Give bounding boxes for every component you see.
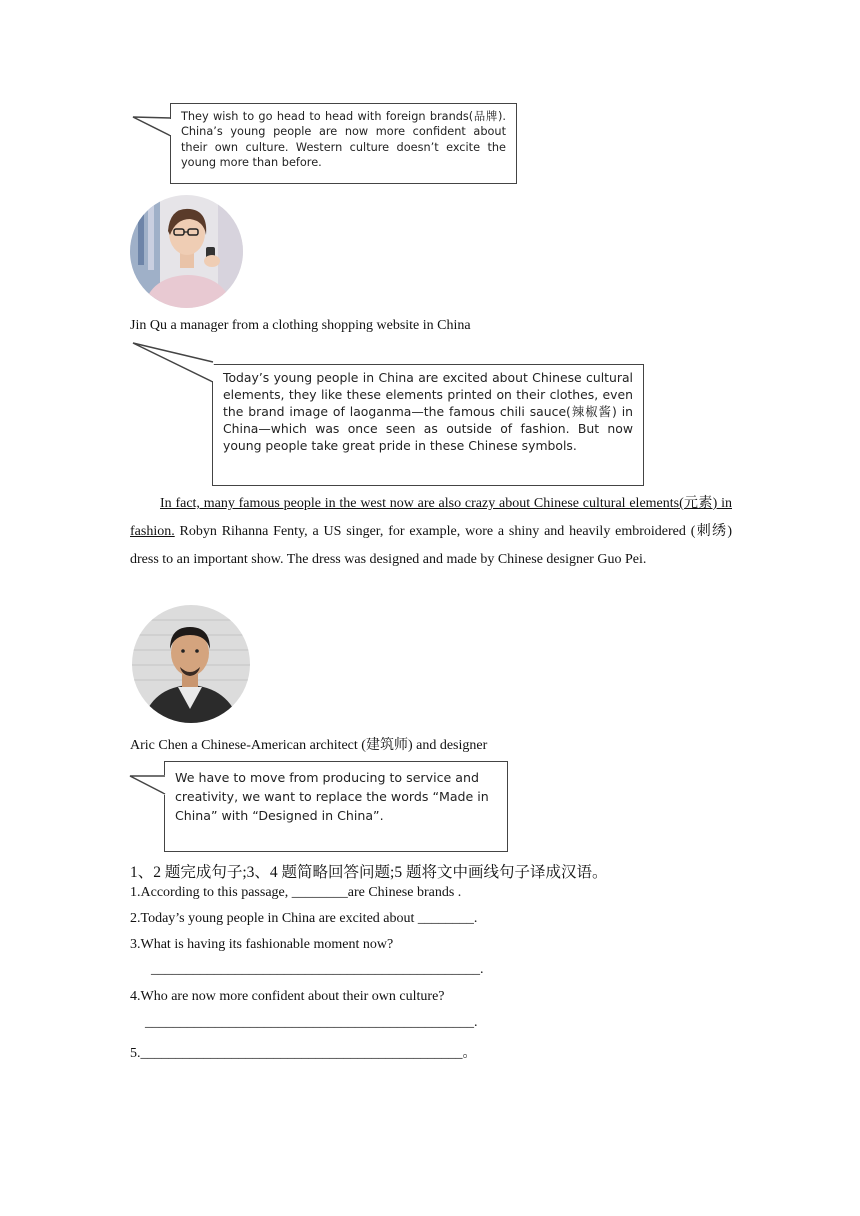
underlined-sentence: In fact, many famous people in the west now are also crazy about Chinese cultural elements(元素) in fashion.	[130, 496, 732, 539]
question-2: 2.Today’s young people in China are excited about ________.	[130, 911, 478, 926]
bubble-3-text: We have to move from producing to service and creativity, we want to replace the words “Made in China” with “Designed in China”.	[175, 770, 489, 823]
body-paragraph	[130, 490, 732, 574]
bubble-2-text: Today’s young people in China are excited about Chinese cultural elements, they like these elements printed on their clothes, even the brand image of laoganma—the famous chili sauce(辣椒酱) in China—which was once seen as outside of fashion. But now young people take great pride in these Chinese symbols.	[223, 370, 633, 453]
questions-instruction: 1、2 题完成句子;3、4 题简略回答问题;5 题将文中画线句子译成汉语。	[130, 864, 608, 881]
woman-with-phone-icon	[130, 195, 243, 308]
speech-bubble-3	[164, 761, 508, 852]
speech-bubble-2	[212, 364, 644, 486]
question-4: 4.Who are now more confident about their own culture?	[130, 989, 445, 1004]
man-portrait-icon	[132, 605, 250, 723]
question-1: 1.According to this passage, ________are Chinese brands .	[130, 885, 462, 900]
question-5: 5.______________________________________________。	[130, 1046, 477, 1061]
speech-bubble-1	[170, 103, 517, 184]
person-2-photo	[132, 605, 250, 723]
paragraph-rest: Robyn Rihanna Fenty, a US singer, for example, wore a shiny and heavily embroidered (刺绣) dress to an important show. The dress was designed and made by Chinese designer Guo Pei.	[130, 524, 732, 567]
answer-line-3: _______________________________________________.	[151, 962, 484, 977]
bubble-1-text: They wish to go head to head with foreign brands(品牌). China’s young people are now more confident about their own culture. Western culture doesn’t excite the young more than before.	[181, 110, 506, 170]
person-1-caption: Jin Qu a manager from a clothing shopping website in China	[130, 318, 471, 333]
person-2-caption: Aric Chen a Chinese-American architect (建筑师) and designer	[130, 738, 488, 753]
question-3: 3.What is having its fashionable moment now?	[130, 937, 394, 952]
person-1-photo	[130, 195, 243, 308]
answer-line-4: _______________________________________________.	[145, 1015, 478, 1030]
